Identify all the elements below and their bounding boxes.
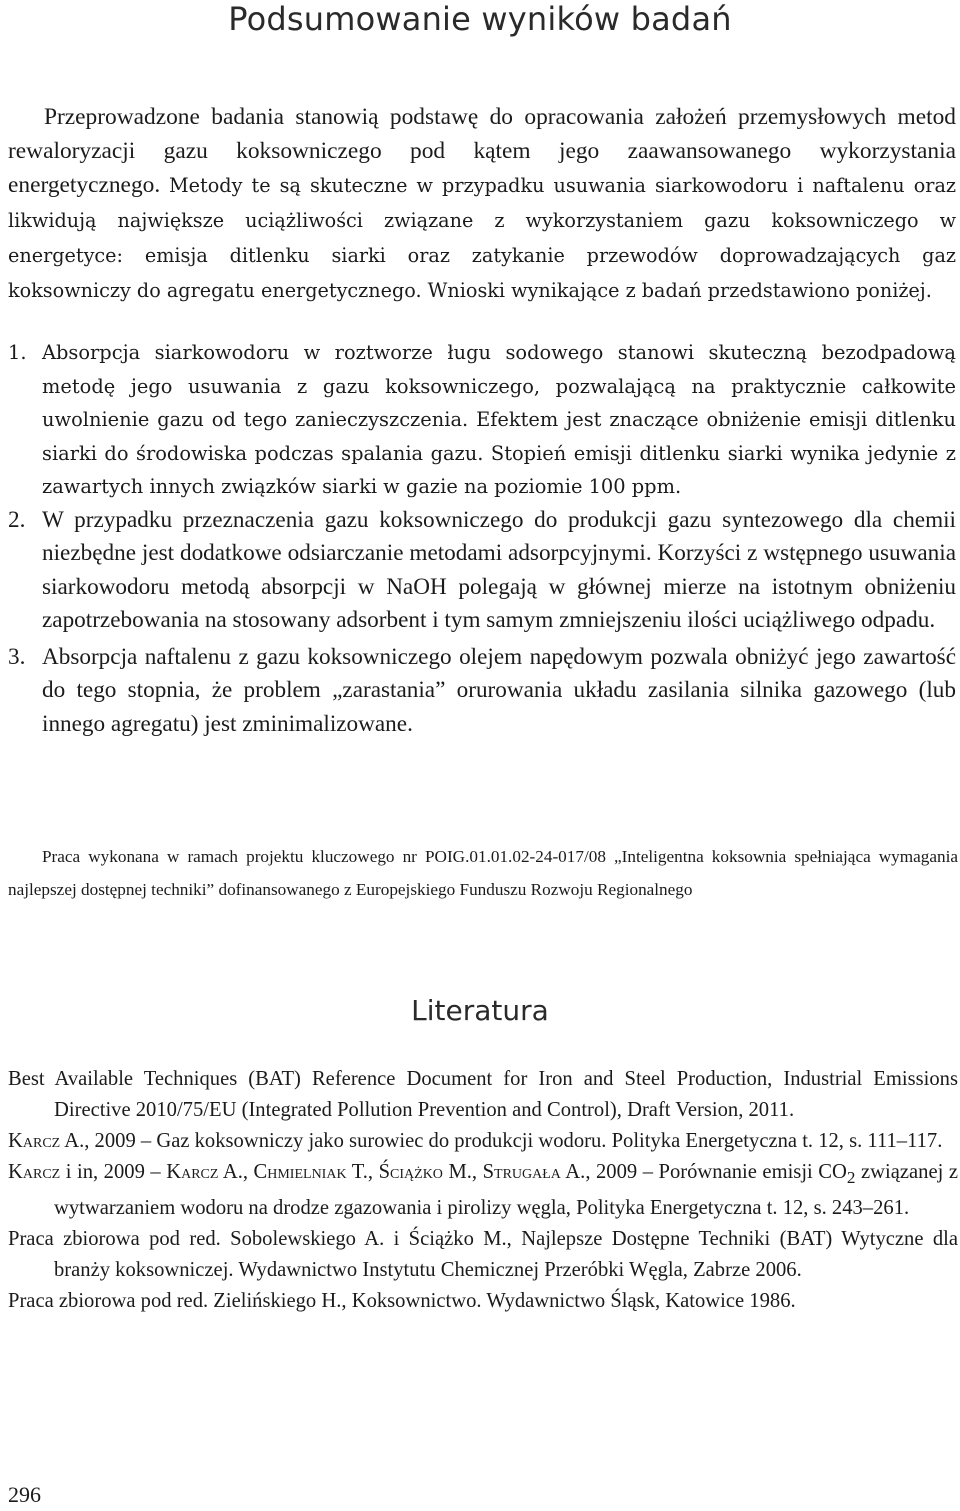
- reference-item: [8, 1126, 958, 1157]
- reference-item: [8, 1157, 958, 1224]
- subscript: 2: [846, 1168, 856, 1188]
- reference-item: [8, 1064, 958, 1126]
- finding-item: [8, 504, 956, 638]
- acknowledgement-note: Praca wykonana w ramach projektu kluczowego nr POIG.01.01.02-24-017/08 „Inteligentna koksownia spełniająca wymagania najlepszej dostępnej techniki” dofinansowanego z Europejskiego Funduszu Rozwoju Regionalnego: [8, 847, 958, 899]
- finding-item: [8, 336, 956, 504]
- reference-text: , 2009 – Porównanie emisji CO: [585, 1161, 847, 1183]
- reference-text: związanej z wytwarzaniem wodoru na drodze zgazowania i pirolizy węgla, Polityka Energetyczna t. 12, s. 243–261.: [54, 1161, 958, 1220]
- reference-text: i in, 2009 –: [60, 1161, 167, 1183]
- findings-list: [8, 336, 956, 741]
- section-title: Podsumowanie wyników badań: [228, 0, 732, 38]
- reference-text: Best Available Techniques (BAT) Reference Document for Iron and Steel Production, Industrial Emissions Directive 2010/75/EU (Integrated Pollution Prevention and Control), Draft Version, 2011.: [8, 1068, 958, 1121]
- references-list: [8, 1064, 958, 1317]
- reference-author: Karcz A.: [8, 1130, 85, 1152]
- reference-text: , 2009 – Gaz koksowniczy jako surowiec do produkcji wodoru. Polityka Energetyczna t. 12, s. 111–117.: [84, 1130, 943, 1152]
- reference-authors: Karcz A., Chmielniak T., Ściążko M., Strugała A.: [166, 1161, 586, 1183]
- reference-author: Karcz: [8, 1161, 61, 1183]
- reference-text: Praca zbiorowa pod red. Sobolewskiego A. i Ściążko M., Najlepsze Dostępne Techniki (BAT) Wytyczne dla branży koksowniczej. Wydawnictwo Instytutu Chemicznej Przeróbki Węgla, Zabrze 2006.: [8, 1228, 958, 1282]
- finding-text: Absorpcja naftalenu z gazu koksowniczego olejem napędowym pozwala obniżyć jego zawartość do tego stopnia, że problem „zarastania” orurowania układu zasilania silnika gazowego (lub innego agregatu) jest zminimalizowane.: [42, 643, 956, 737]
- page-number: 296: [8, 1482, 41, 1507]
- reference-item: [8, 1224, 958, 1286]
- intro-serif-text: Przeprowadzone badania stanowią podstawę do opracowania założeń przemysłowych metod rewaloryzacji gazu koksowniczego pod kątem jego zaawansowanego wykorzystania energetycznego.: [8, 104, 956, 198]
- intro-sans-text: Metody te są skuteczne w przypadku usuwania siarkowodoru i naftalenu oraz likwidują największe uciążliwości związane z wykorzystaniem gazu koksowniczego w energetyce: emisja ditlenku siarki oraz zatykanie przewodów doprowadzających gaz koksowniczy do agregatu energetycznego. Wnioski wynikające z badań przedstawiono poniżej.: [8, 174, 956, 302]
- finding-number: 3.: [8, 643, 26, 670]
- reference-item: [8, 1286, 958, 1317]
- references-title: Literatura: [411, 994, 549, 1027]
- finding-text: Absorpcja siarkowodoru w roztworze ługu sodowego stanowi skuteczną bezodpadową metodę jego usuwania z gazu koksowniczego, pozwalającą na praktycznie całkowite uwolnienie gazu od tego zanieczyszczenia. Efektem jest znaczące obniżenie emisji ditlenku siarki do środowiska podczas spalania gazu. Stopień emisji ditlenku siarki wynika jedynie z zawartych innych związków siarki w gazie na poziomie 100 ppm.: [42, 341, 956, 498]
- intro-paragraph: [8, 100, 956, 308]
- finding-text: W przypadku przeznaczenia gazu koksowniczego do produkcji gazu syntezowego dla chemii niezbędne jest dodatkowe odsiarczanie metodami adsorpcyjnymi. Korzyści z wstępnego usuwania siarkowodoru metodą absorpcji w NaOH polegają w głównej mierze na istotnym obniżeniu zapotrzebowania na stosowany adsorbent i tym samym zmniejszeniu ilości uciążliwego odpadu.: [42, 506, 956, 633]
- finding-number: 2.: [8, 506, 26, 533]
- finding-number: 1.: [8, 341, 27, 364]
- finding-item: [8, 641, 956, 742]
- reference-text: Praca zbiorowa pod red. Zielińskiego H., Koksownictwo. Wydawnictwo Śląsk, Katowice 1986.: [8, 1290, 796, 1313]
